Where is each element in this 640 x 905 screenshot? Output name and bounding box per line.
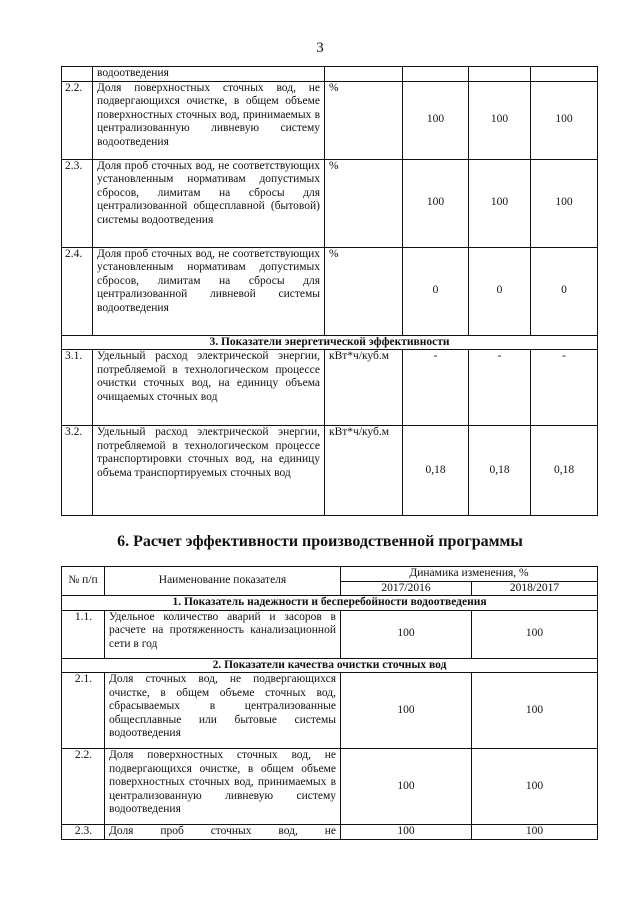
indicator-text: Удельное количество аварий и засоров в расчете на протяженность канализационной сети в год <box>105 610 341 658</box>
value-period-2: 100 <box>472 673 598 749</box>
value-period-1: 100 <box>341 610 472 658</box>
value-year-2: 100 <box>469 159 531 247</box>
value-year-2: - <box>469 350 531 426</box>
row-number: 1.1. <box>62 610 105 658</box>
section-row <box>62 335 598 350</box>
indicator-text: Доля проб сточных вод, не <box>105 825 341 840</box>
table-row <box>62 159 598 247</box>
value-year-3: 100 <box>531 159 598 247</box>
value-year-3: 0 <box>531 247 598 335</box>
value-year-3: - <box>531 350 598 426</box>
value-cell <box>403 67 469 82</box>
table-row <box>62 247 598 335</box>
section-row <box>62 658 598 673</box>
section-title-energy: 3. Показатели энергетической эффективности <box>62 335 598 350</box>
row-number: 2.3. <box>62 159 93 247</box>
header-name: Наименование показателя <box>105 567 341 596</box>
row-number: 2.1. <box>62 673 105 749</box>
value-year-2: 100 <box>469 81 531 159</box>
value-period-1: 100 <box>341 825 472 840</box>
row-number: 3.2. <box>62 426 93 516</box>
page-number: 3 <box>316 40 324 56</box>
table-row <box>62 67 598 82</box>
row-number: 2.2. <box>62 749 105 825</box>
unit: % <box>325 247 403 335</box>
header-period-1: 2017/2016 <box>341 581 472 596</box>
value-period-1: 100 <box>341 673 472 749</box>
section-heading: 6. Расчет эффективности производственной программы <box>117 533 523 550</box>
indicator-text: Доля проб сточных вод, не соответствующих установленным нормативам допустимых сбросов, лимитам на сбросы для централизованной ливневой системы водоотведения <box>93 247 325 335</box>
indicator-text: Удельный расход электрической энергии, потребляемой в технологическом процессе очистки сточных вод, на единицу объема очищаемых сточных вод <box>93 350 325 426</box>
unit-cell <box>325 67 403 82</box>
row-number: 2.4. <box>62 247 93 335</box>
value-year-1: 0 <box>403 247 469 335</box>
indicator-text: Доля поверхностных сточных вод, не подвергающихся очистке, в общем объеме поверхностных сточных вод, принимаемых в централизованную ливневую систему водоотведения <box>93 81 325 159</box>
indicator-text: Доля поверхностных сточных вод, не подвергающихся очистке, в общем объеме поверхностных сточных вод, принимаемых в централизованную ливневую систему водоотведения <box>105 749 341 825</box>
unit: % <box>325 159 403 247</box>
value-year-1: - <box>403 350 469 426</box>
value-period-2: 100 <box>472 825 598 840</box>
unit: кВт*ч/куб.м <box>325 426 403 516</box>
value-year-1: 0,18 <box>403 426 469 516</box>
table-row <box>62 350 598 426</box>
table-row <box>62 673 598 749</box>
indicator-text: Доля сточных вод, не подвергающихся очистке, в общем объеме сточных вод, сбрасываемых в централизованные общесплавные или бытовые системы водоотведения <box>105 673 341 749</box>
value-year-2: 0,18 <box>469 426 531 516</box>
table-row <box>62 825 598 840</box>
table-row <box>62 81 598 159</box>
indicator-text: Доля проб сточных вод, не соответствующих установленным нормативам допустимых сбросов, лимитам на сбросы для централизованной общесплавной (бытовой) системы водоотведения <box>93 159 325 247</box>
value-year-3: 100 <box>531 81 598 159</box>
section-row <box>62 596 598 611</box>
unit: % <box>325 81 403 159</box>
value-year-1: 100 <box>403 159 469 247</box>
value-period-2: 100 <box>472 610 598 658</box>
table-row <box>62 426 598 516</box>
header-period-2: 2018/2017 <box>472 581 598 596</box>
header-dynamics: Динамика изменения, % <box>341 567 598 582</box>
indicator-text: Удельный расход электрической энергии, потребляемой в технологическом процессе транспортировки сточных вод, на единицу объема транспортируемых сточных вод <box>93 426 325 516</box>
num-cell <box>62 67 93 82</box>
row-number: 2.2. <box>62 81 93 159</box>
value-year-1: 100 <box>403 81 469 159</box>
value-cell <box>469 67 531 82</box>
value-period-2: 100 <box>472 749 598 825</box>
unit: кВт*ч/куб.м <box>325 350 403 426</box>
value-cell <box>531 67 598 82</box>
header-num: № п/п <box>62 567 105 596</box>
value-year-2: 0 <box>469 247 531 335</box>
table-row <box>62 749 598 825</box>
program-efficiency-table <box>61 566 598 840</box>
row-number: 2.3. <box>62 825 105 840</box>
row-number: 3.1. <box>62 350 93 426</box>
section-title-quality: 2. Показатели качества очистки сточных вод <box>62 658 598 673</box>
value-period-1: 100 <box>341 749 472 825</box>
indicator-text-cell: водоотведения <box>93 67 325 82</box>
indicators-table-continuation <box>61 66 598 516</box>
section-title-reliability: 1. Показатель надежности и бесперебойности водоотведения <box>62 596 598 611</box>
value-year-3: 0,18 <box>531 426 598 516</box>
table-row <box>62 610 598 658</box>
header-row <box>62 567 598 582</box>
